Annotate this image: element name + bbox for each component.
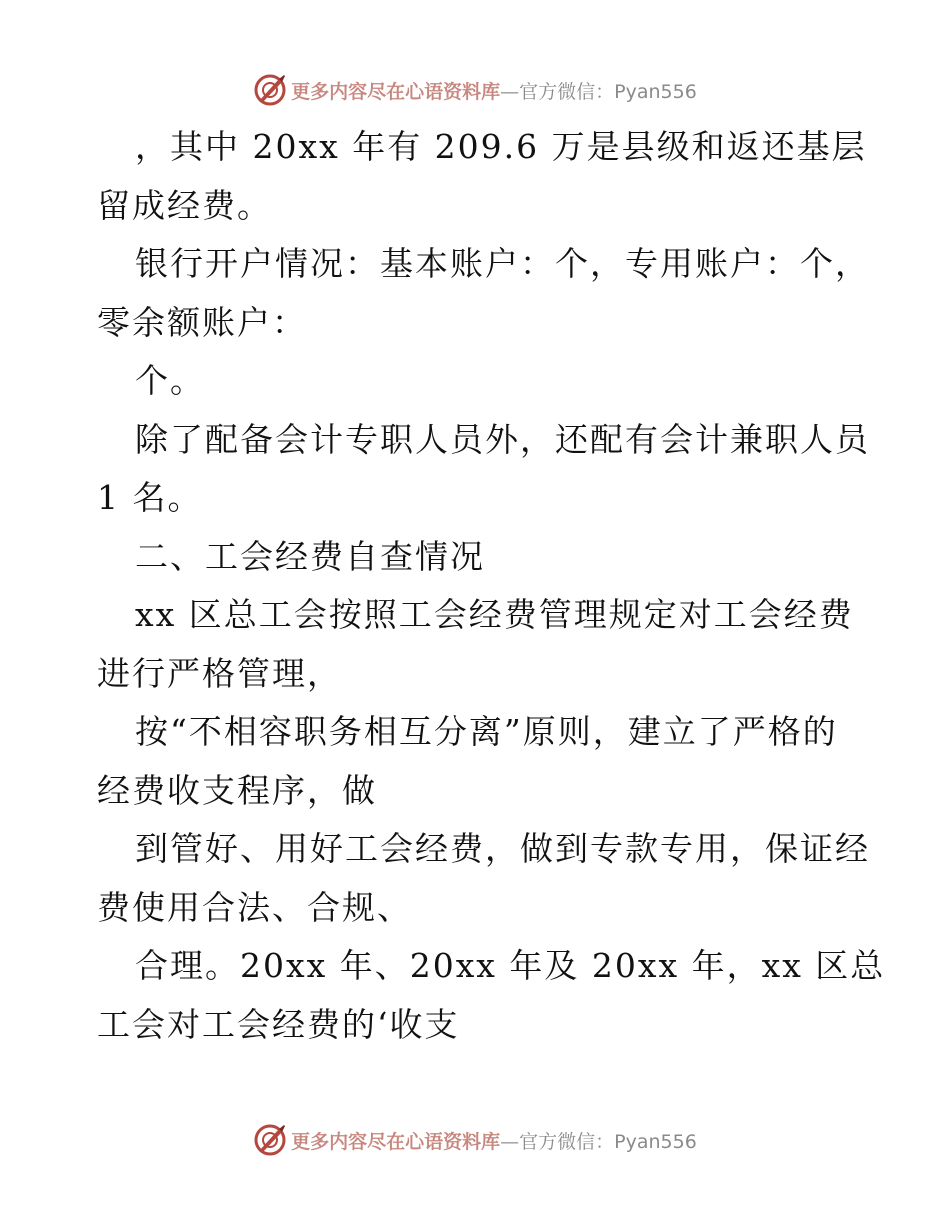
watermark-separator: — bbox=[500, 1130, 520, 1153]
watermark-brand: 更多内容尽在心语资料库 bbox=[291, 80, 501, 103]
paragraph-line: 银行开户情况：基本账户：个，专用账户：个， bbox=[135, 244, 870, 283]
paragraph-line: 二、工会经费自查情况 bbox=[135, 536, 485, 576]
paragraph-line: 按“不相容职务相互分离”原则，建立了严格的 bbox=[135, 712, 838, 751]
paragraph-line: 留成经费。 bbox=[97, 185, 272, 225]
paragraph-line: 工会对工会经费的‘收支 bbox=[97, 1004, 460, 1044]
watermark-separator: — bbox=[500, 80, 520, 103]
paragraph-line: 到管好、用好工会经费，做到专款专用，保证经 bbox=[135, 829, 870, 868]
document-body bbox=[97, 118, 886, 1054]
paragraph-line: 除了配备会计专职人员外，还配有会计兼职人员 bbox=[135, 419, 870, 459]
paragraph-line: 零余额账户： bbox=[97, 302, 307, 342]
paragraph-line: ，其中 20xx 年有 209.6 万是县级和返还基层 bbox=[135, 127, 867, 166]
paragraph-line: 进行严格管理， bbox=[97, 653, 342, 693]
watermark-wechat: 官方微信：Pyan556 bbox=[519, 1130, 697, 1153]
paragraph-line: 个。 bbox=[135, 361, 205, 400]
header-watermark bbox=[0, 70, 950, 110]
paragraph-line: 合理。20xx 年、20xx 年及 20xx 年，xx 区总 bbox=[135, 946, 886, 985]
brand-logo-icon bbox=[253, 73, 287, 107]
watermark-text bbox=[291, 1127, 697, 1154]
paragraph-line: xx 区总工会按照工会经费管理规定对工会经费 bbox=[135, 595, 854, 634]
watermark-brand: 更多内容尽在心语资料库 bbox=[291, 1130, 501, 1153]
watermark-text bbox=[291, 77, 697, 104]
footer-watermark bbox=[0, 1120, 950, 1160]
watermark-wechat: 官方微信：Pyan556 bbox=[519, 80, 697, 103]
brand-logo-icon bbox=[253, 1123, 287, 1157]
paragraph-line: 1 名。 bbox=[97, 478, 203, 517]
paragraph-line: 经费收支程序，做 bbox=[97, 770, 377, 810]
paragraph-line: 费使用合法、合规、 bbox=[97, 887, 412, 927]
